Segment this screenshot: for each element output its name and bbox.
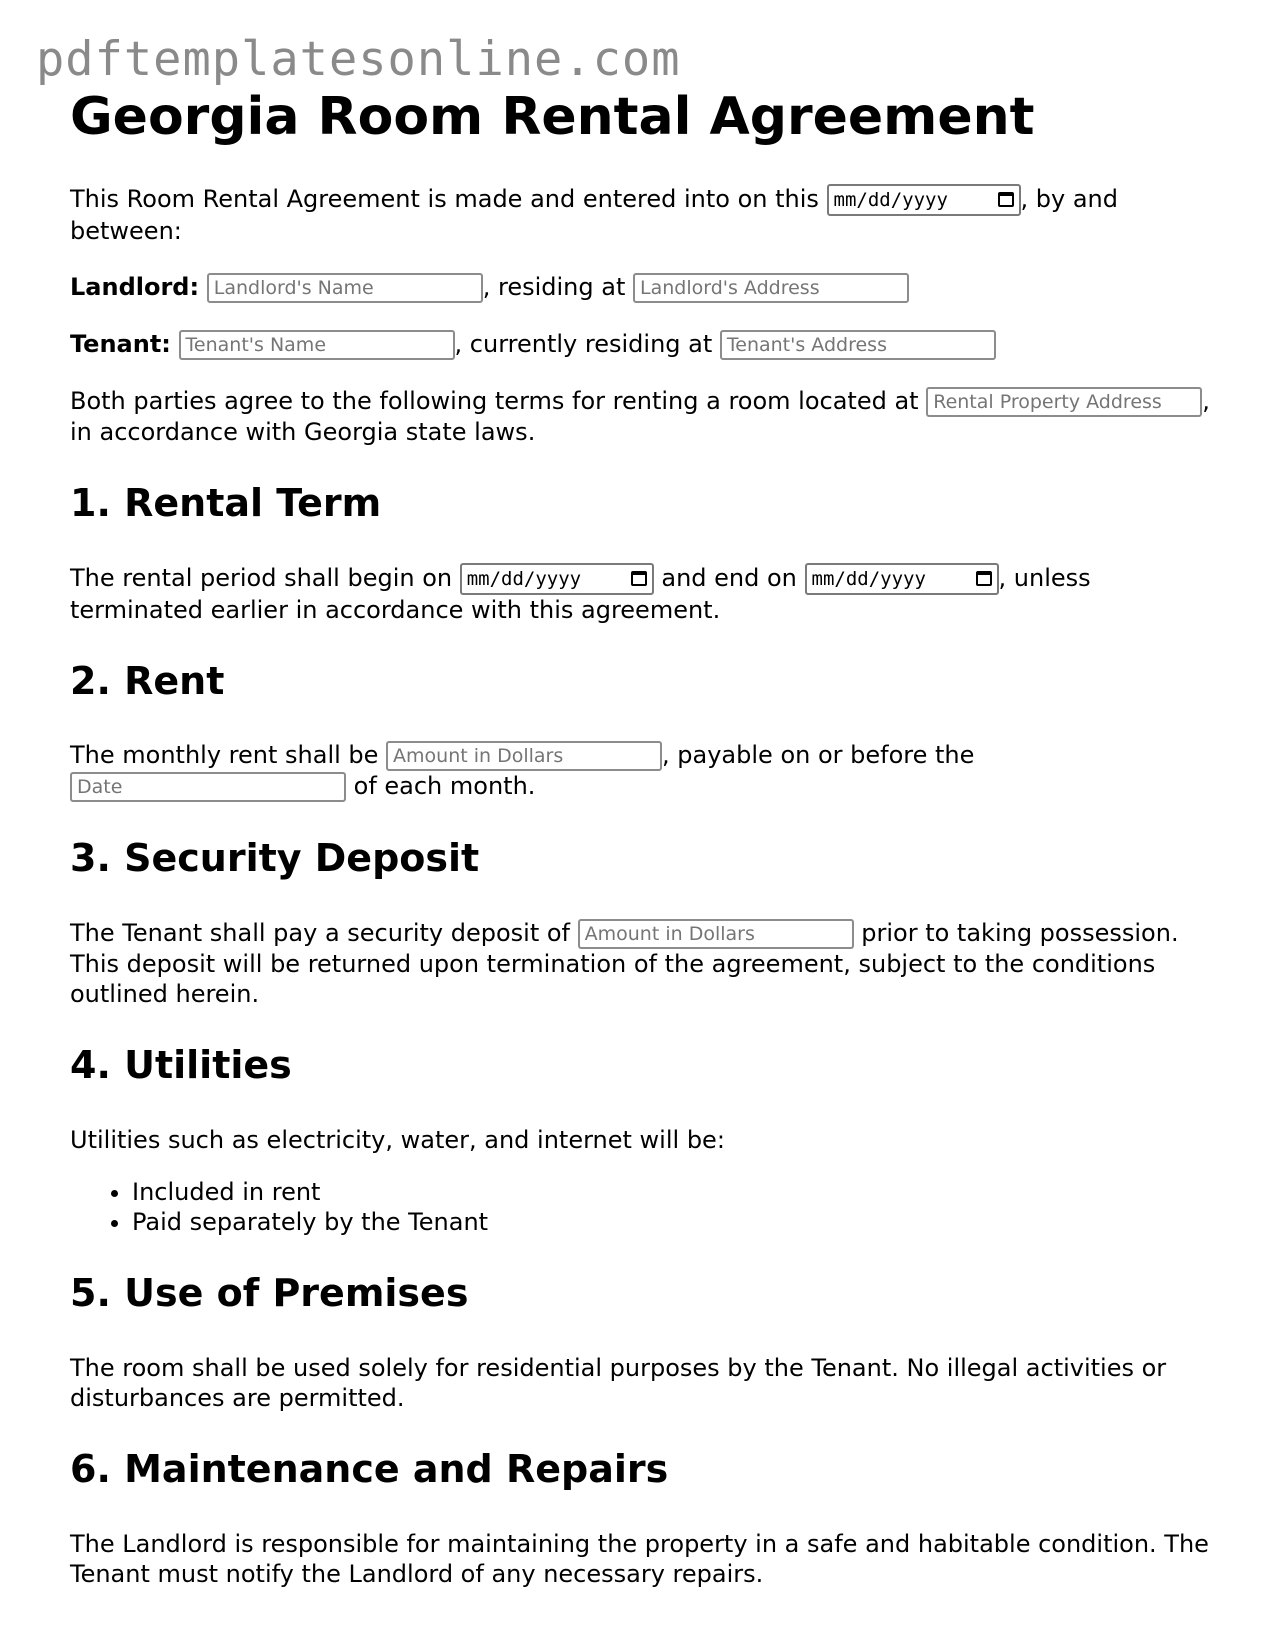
tenant-line (70, 329, 1210, 360)
deposit-text-2: prior to taking possession. This deposit will be returned upon termination of the agreement, subject to the conditions outlined herein. (70, 919, 1179, 1009)
rent-paragraph (70, 740, 1210, 802)
rental-term-text-2: and end on (653, 563, 805, 592)
calendar-icon[interactable] (631, 571, 647, 586)
end-date-input[interactable] (805, 563, 999, 595)
rent-text-2: , payable on or before the (662, 741, 975, 770)
utilities-options-list (70, 1177, 1210, 1237)
calendar-icon[interactable] (976, 571, 992, 586)
maintenance-paragraph: The Landlord is responsible for maintaining the property in a safe and habitable condition. The Tenant must notify the Landlord of any necessary repairs. (70, 1529, 1209, 1588)
rent-text-3: of each month. (346, 772, 536, 801)
rental-term-text-3: , unless terminated earlier in accordance with this agreement. (70, 563, 1091, 624)
intro-text-before: This Room Rental Agreement is made and entered into on this (70, 184, 827, 213)
intro-paragraph (70, 184, 1210, 246)
rent-due-date-input[interactable]: Date (70, 772, 346, 802)
use-of-premises-paragraph: The room shall be used solely for residential purposes by the Tenant. No illegal activities or disturbances are permitted. (70, 1353, 1167, 1412)
rent-amount-input[interactable]: Amount in Dollars (386, 741, 662, 771)
page-title: Georgia Room Rental Agreement (70, 87, 1035, 147)
deposit-text-1: The Tenant shall pay a security deposit of (70, 919, 578, 948)
security-deposit-heading: 3. Security Deposit (70, 836, 480, 881)
tenant-address-input[interactable]: Tenant's Address (720, 330, 996, 360)
list-item: • Paid separately by the Tenant (132, 1207, 1210, 1237)
rental-term-paragraph (70, 563, 1210, 625)
rent-text-1: The monthly rent shall be (70, 741, 387, 770)
maintenance-heading: 6. Maintenance and Repairs (70, 1446, 669, 1491)
list-item: • Included in rent (132, 1177, 1210, 1207)
agreement-date-input[interactable] (827, 184, 1021, 216)
end-date-placeholder: mm/dd/yyyy (811, 567, 926, 590)
utilities-paragraph: Utilities such as electricity, water, and internet will be: (70, 1125, 725, 1154)
intro-text-after: , by and between: (70, 184, 1118, 245)
security-deposit-paragraph (70, 918, 1210, 1009)
start-date-input[interactable] (460, 563, 654, 595)
tenant-label: Tenant: (70, 329, 171, 358)
terms-intro-paragraph (70, 386, 1210, 447)
landlord-name-input[interactable]: Landlord's Name (207, 273, 483, 303)
landlord-address-input[interactable]: Landlord's Address (633, 273, 909, 303)
deposit-amount-input[interactable]: Amount in Dollars (578, 919, 854, 949)
watermark: pdftemplatesonline.com (36, 32, 681, 87)
rental-term-text-1: The rental period shall begin on (70, 563, 460, 592)
terms-intro-after: , in accordance with Georgia state laws. (70, 386, 1210, 446)
rent-heading: 2. Rent (70, 658, 225, 703)
terms-intro-before: Both parties agree to the following terms for renting a room located at (70, 386, 927, 415)
rental-term-heading: 1. Rental Term (70, 480, 382, 525)
landlord-label: Landlord: (70, 272, 200, 301)
agreement-date-placeholder: mm/dd/yyyy (833, 188, 948, 211)
agreement-document (70, 88, 1210, 1615)
use-of-premises-heading: 5. Use of Premises (70, 1270, 469, 1315)
utilities-heading: 4. Utilities (70, 1043, 292, 1088)
start-date-placeholder: mm/dd/yyyy (466, 567, 582, 590)
calendar-icon[interactable] (998, 192, 1014, 207)
rental-property-address-input[interactable]: Rental Property Address (926, 387, 1202, 417)
landlord-connector: , residing at (482, 272, 633, 301)
tenant-name-input[interactable]: Tenant's Name (179, 330, 455, 360)
tenant-connector: , currently residing at (454, 329, 720, 358)
landlord-line (70, 272, 1210, 303)
